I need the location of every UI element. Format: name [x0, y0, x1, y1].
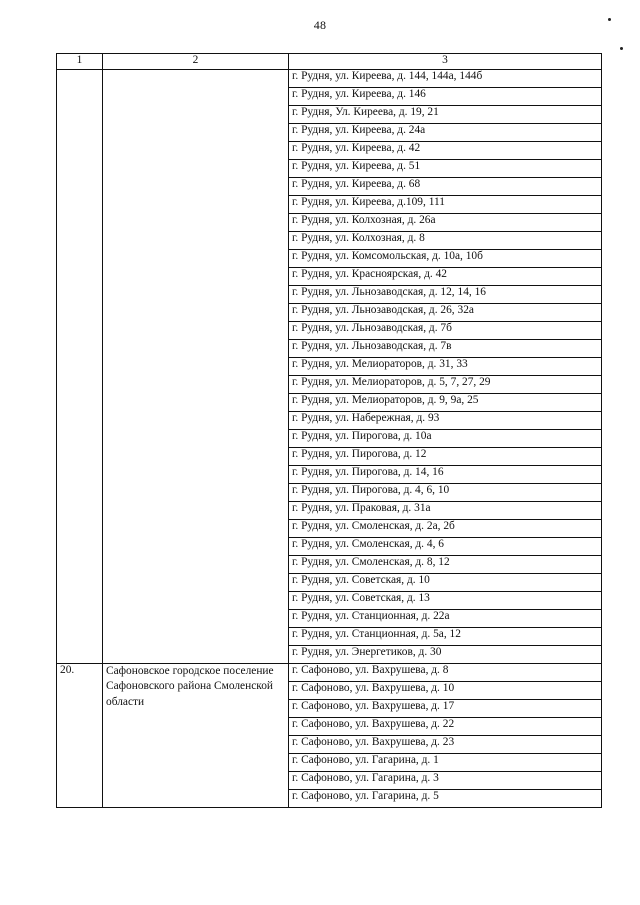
address-cell: г. Рудня, ул. Комсомольская, д. 10а, 10б [289, 250, 602, 268]
address-cell: г. Сафоново, ул. Вахрушева, д. 17 [289, 700, 602, 718]
address-cell: г. Рудня, ул. Льнозаводская, д. 7б [289, 322, 602, 340]
registry-body [57, 70, 602, 808]
address-cell: г. Рудня, ул. Смоленская, д. 8, 12 [289, 556, 602, 574]
address-cell: г. Рудня, ул. Энергетиков, д. 30 [289, 646, 602, 664]
address-cell: г. Рудня, ул. Пирогова, д. 4, 6, 10 [289, 484, 602, 502]
address-cell: г. Рудня, ул. Станционная, д. 22а [289, 610, 602, 628]
address-cell: г. Рудня, ул. Пирогова, д. 12 [289, 448, 602, 466]
address-cell: г. Рудня, ул. Пирогова, д. 10а [289, 430, 602, 448]
address-cell: г. Сафоново, ул. Вахрушева, д. 8 [289, 664, 602, 682]
address-cell: г. Рудня, ул. Мелиораторов, д. 5, 7, 27, 29 [289, 376, 602, 394]
address-cell: г. Рудня, ул. Смоленская, д. 2а, 2б [289, 520, 602, 538]
address-cell: г. Рудня, ул. Льнозаводская, д. 12, 14, 16 [289, 286, 602, 304]
scan-speck [608, 18, 611, 21]
organization-cell [103, 70, 289, 664]
address-cell: г. Сафоново, ул. Вахрушева, д. 22 [289, 718, 602, 736]
address-cell: г. Рудня, ул. Киреева, д.109, 111 [289, 196, 602, 214]
address-cell: г. Рудня, ул. Киреева, д. 68 [289, 178, 602, 196]
address-cell: г. Рудня, ул. Киреева, д. 146 [289, 88, 602, 106]
address-cell: г. Рудня, ул. Киреева, д. 144, 144а, 144б [289, 70, 602, 88]
address-cell: г. Рудня, ул. Пирогова, д. 14, 16 [289, 466, 602, 484]
address-cell: г. Рудня, ул. Советская, д. 10 [289, 574, 602, 592]
address-cell: г. Рудня, ул. Колхозная, д. 8 [289, 232, 602, 250]
header-row [57, 54, 602, 70]
column-header-organization: 2 [103, 54, 289, 70]
address-cell: г. Рудня, ул. Набережная, д. 93 [289, 412, 602, 430]
column-header-number: 1 [57, 54, 103, 70]
organization-cell: Сафоновское городское поселение Сафоновского района Смоленской области [103, 664, 289, 808]
row-number-cell [57, 70, 103, 664]
address-cell: г. Сафоново, ул. Вахрушева, д. 10 [289, 682, 602, 700]
page-number: 48 [313, 18, 327, 32]
address-cell: г. Рудня, ул. Льнозаводская, д. 26, 32а [289, 304, 602, 322]
address-cell: г. Рудня, ул. Колхозная, д. 26а [289, 214, 602, 232]
address-cell: г. Рудня, ул. Киреева, д. 51 [289, 160, 602, 178]
address-cell: г. Рудня, ул. Киреева, д. 42 [289, 142, 602, 160]
address-cell: г. Рудня, ул. Льнозаводская, д. 7в [289, 340, 602, 358]
table-row [57, 70, 602, 88]
address-cell: г. Рудня, ул. Красноярская, д. 42 [289, 268, 602, 286]
address-cell: г. Рудня, ул. Мелиораторов, д. 31, 33 [289, 358, 602, 376]
address-cell: г. Рудня, ул. Смоленская, д. 4, 6 [289, 538, 602, 556]
address-cell: г. Сафоново, ул. Гагарина, д. 1 [289, 754, 602, 772]
address-cell: г. Рудня, ул. Праковая, д. 31а [289, 502, 602, 520]
address-cell: г. Рудня, Ул. Киреева, д. 19, 21 [289, 106, 602, 124]
address-cell: г. Рудня, ул. Советская, д. 13 [289, 592, 602, 610]
address-cell: г. Рудня, ул. Мелиораторов, д. 9, 9а, 25 [289, 394, 602, 412]
address-cell: г. Рудня, ул. Станционная, д. 5а, 12 [289, 628, 602, 646]
address-cell: г. Сафоново, ул. Гагарина, д. 3 [289, 772, 602, 790]
column-header-address: 3 [289, 54, 602, 70]
address-registry-table [56, 53, 602, 808]
address-cell: г. Рудня, ул. Киреева, д. 24а [289, 124, 602, 142]
row-number-cell: 20. [57, 664, 103, 808]
table-row [57, 664, 602, 682]
scan-speck [620, 47, 623, 50]
address-cell: г. Сафоново, ул. Гагарина, д. 5 [289, 790, 602, 808]
address-cell: г. Сафоново, ул. Вахрушева, д. 23 [289, 736, 602, 754]
